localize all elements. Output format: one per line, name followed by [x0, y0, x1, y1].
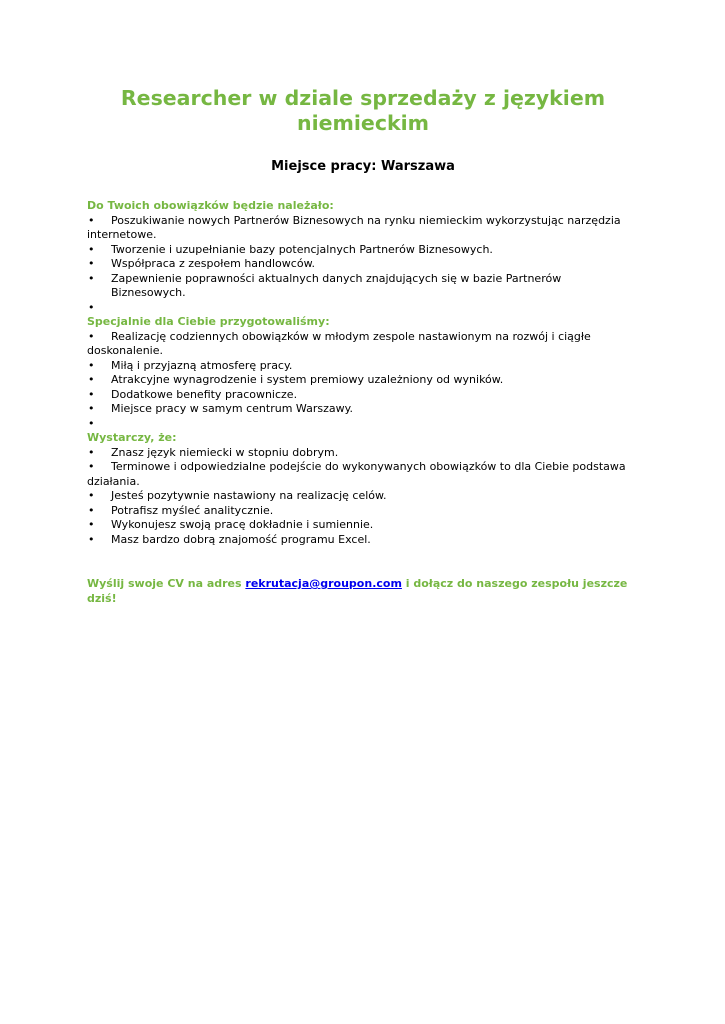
list-item-empty: [87, 417, 639, 432]
list-item: • Wykonujesz swoją pracę dokładnie i sumiennie.: [87, 518, 639, 533]
requirements-list: [87, 446, 639, 548]
document-content: [87, 86, 639, 617]
section-requirements: [87, 431, 639, 547]
benefits-list: [87, 330, 639, 432]
list-item: • Zapewnienie poprawności aktualnych danych znajdujących się w bazie Partnerów Biznesowych.: [87, 272, 639, 301]
section-duties: [87, 199, 639, 315]
apply-call-to-action: [87, 577, 639, 606]
list-item: • Terminowe i odpowiedzialne podejście do wykonywanych obowiązków to dla Ciebie podstawa działania.: [87, 460, 639, 489]
duties-list: [87, 214, 639, 316]
job-location: Miejsce pracy: Warszawa: [271, 159, 455, 174]
section-heading: Specjalnie dla Ciebie przygotowaliśmy:: [87, 315, 330, 328]
list-item: • Poszukiwanie nowych Partnerów Biznesowych na rynku niemieckim wykorzystując narzędzia internetowe.: [87, 214, 639, 243]
list-item: • Jesteś pozytywnie nastawiony na realizację celów.: [87, 489, 639, 504]
list-item: • Tworzenie i uzupełnianie bazy potencjalnych Partnerów Biznesowych.: [87, 243, 639, 258]
list-item: • Współpraca z zespołem handlowców.: [87, 257, 639, 272]
list-item: • Atrakcyjne wynagrodzenie i system premiowy uzależniony od wyników.: [87, 373, 639, 388]
list-item: • Potrafisz myśleć analitycznie.: [87, 504, 639, 519]
list-item: • Znasz język niemiecki w stopniu dobrym.: [87, 446, 639, 461]
email-link[interactable]: rekrutacja@groupon.com: [245, 577, 402, 590]
cta-text-after: i dołącz do naszego zespołu jeszcze dziś!: [87, 577, 628, 605]
list-item: • Dodatkowe benefity pracownicze.: [87, 388, 639, 403]
section-heading: Do Twoich obowiązków będzie należało:: [87, 199, 334, 212]
job-title: Researcher w dziale sprzedaży z językiem niemieckim: [120, 86, 606, 135]
list-item: • Masz bardzo dobrą znajomość programu Excel.: [87, 533, 639, 548]
list-item: • Realizację codziennych obowiązków w młodym zespole nastawionym na rozwój i ciągłe doskonalenie.: [87, 330, 639, 359]
list-item-empty: [87, 301, 639, 316]
cta-text-before: Wyślij swoje CV na adres: [87, 577, 246, 590]
section-benefits: [87, 315, 639, 431]
list-item: • Miłą i przyjazną atmosferę pracy.: [87, 359, 639, 374]
list-item: • Miejsce pracy w samym centrum Warszawy.: [87, 402, 639, 417]
section-heading: Wystarczy, że:: [87, 431, 177, 444]
